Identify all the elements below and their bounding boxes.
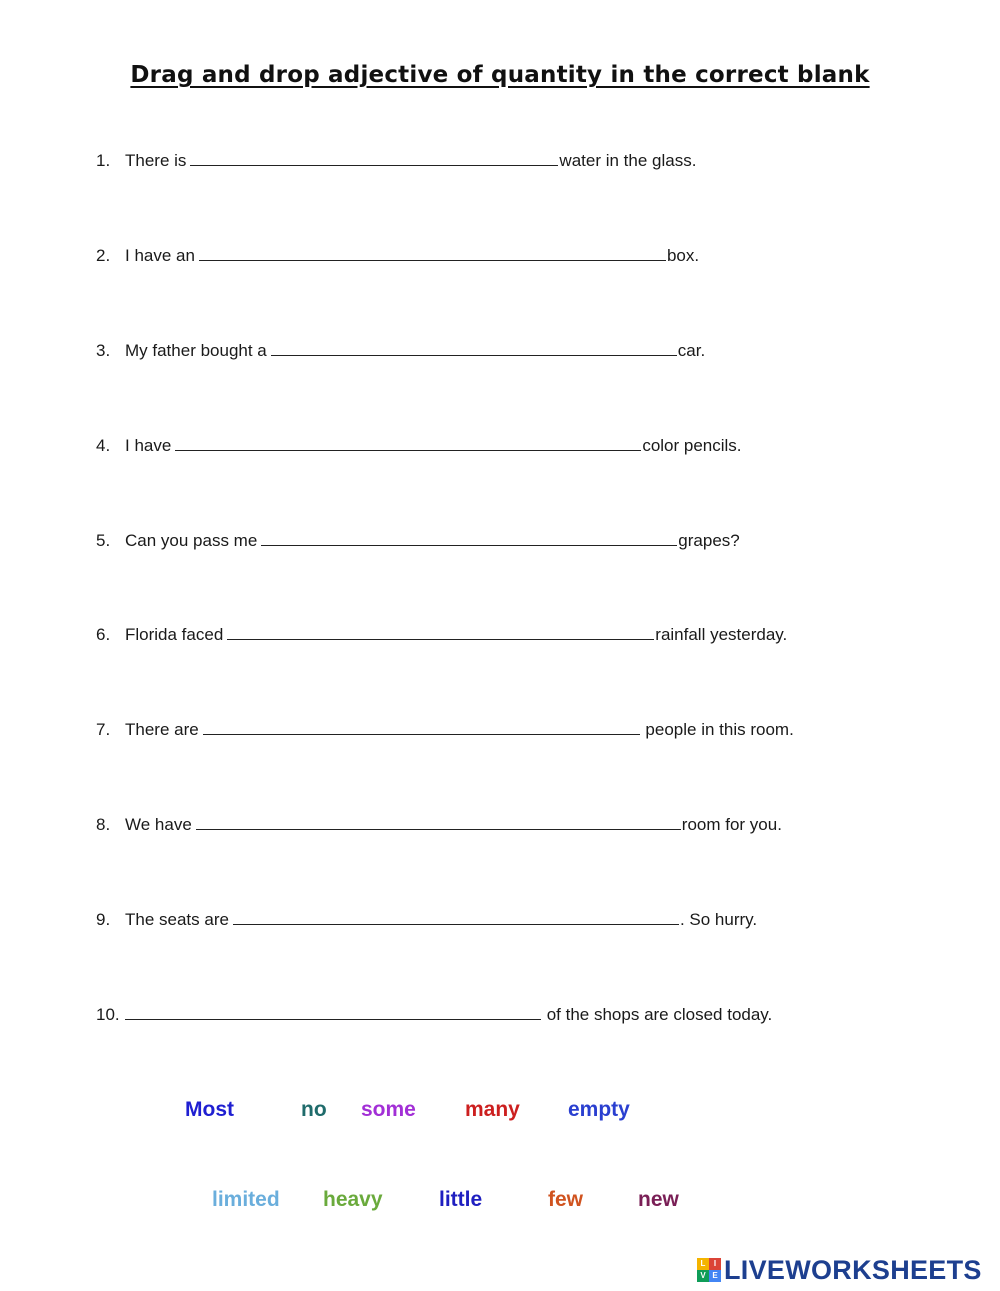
question-number: 3. [96,341,111,360]
question-text-after: of the shops are closed today. [542,1005,773,1024]
question-number: 4. [96,436,111,455]
word-chip-heavy[interactable]: heavy [323,1188,383,1211]
question-text-after: people in this room. [640,720,794,739]
question-text-before: Can you pass me [125,531,258,550]
question-text-after: rainfall yesterday. [655,625,788,644]
question-number: 5. [96,531,111,550]
word-chip-little[interactable]: little [439,1188,483,1211]
question-number: 10. [96,1005,120,1024]
word-chip-no[interactable]: no [301,1098,327,1121]
question-number: 8. [96,815,111,834]
question-text-after: color pencils. [642,436,742,455]
answer-blank-6[interactable] [227,622,654,640]
logo-mark-cell: I [709,1258,721,1270]
answer-blank-1[interactable] [190,148,558,166]
question-text-before: Florida faced [125,625,224,644]
question-number: 6. [96,625,111,644]
answer-blank-5[interactable] [261,528,677,546]
question-text-before: My father bought a [125,341,267,360]
question-text-after: water in the glass. [559,151,697,170]
word-chip-most[interactable]: Most [185,1098,234,1121]
liveworksheets-logo [697,1255,982,1285]
logo-mark-cell: V [697,1270,709,1282]
question-10 [96,1002,772,1025]
question-9 [96,907,757,930]
question-number: 1. [96,151,111,170]
word-chip-many[interactable]: many [465,1098,520,1121]
word-chip-new[interactable]: new [638,1188,679,1211]
answer-blank-7[interactable] [203,717,640,735]
question-text-before: We have [125,815,192,834]
question-text-after: car. [677,341,706,360]
question-text-before: I have an [125,246,195,265]
answer-blank-2[interactable] [199,243,666,261]
answer-blank-4[interactable] [175,433,641,451]
answer-blank-8[interactable] [196,812,681,830]
question-number: 2. [96,246,111,265]
liveworksheets-mark-icon [697,1258,721,1282]
question-1 [96,148,696,171]
question-text-before: There is [125,151,187,170]
question-text-after: room for you. [681,815,782,834]
question-text-after: . So hurry. [679,910,758,929]
page-title: Drag and drop adjective of quantity in the correct blank [130,62,870,88]
question-text-after: grapes? [678,531,740,550]
logo-mark-cell: L [697,1258,709,1270]
question-5 [96,528,740,551]
question-3 [96,338,705,361]
question-text-before: There are [125,720,199,739]
question-2 [96,243,699,266]
answer-blank-9[interactable] [233,907,679,925]
word-chip-few[interactable]: few [548,1188,584,1211]
question-number: 7. [96,720,111,739]
question-number: 9. [96,910,111,929]
word-chip-limited[interactable]: limited [212,1188,280,1211]
question-7 [96,717,794,740]
question-6 [96,622,787,645]
word-chip-some[interactable]: some [361,1098,416,1121]
word-chip-empty[interactable]: empty [568,1098,630,1121]
brand-name: LIVEWORKSHEETS [724,1254,982,1285]
question-text-after: box. [666,246,700,265]
question-text-before: I have [125,436,172,455]
question-4 [96,433,742,456]
question-text-before: The seats are [125,910,229,929]
logo-mark-cell: E [709,1270,721,1282]
question-8 [96,812,782,835]
answer-blank-10[interactable] [125,1002,541,1020]
answer-blank-3[interactable] [271,338,677,356]
